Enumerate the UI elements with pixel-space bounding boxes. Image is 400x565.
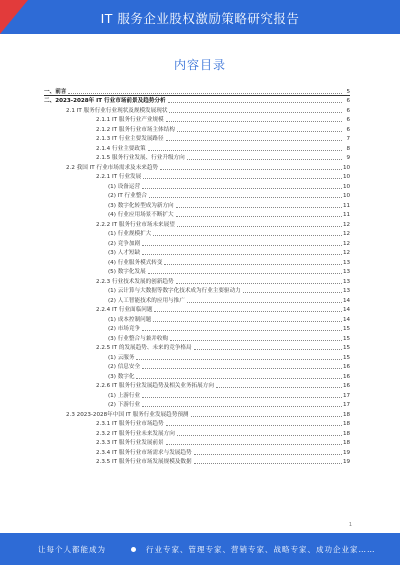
toc-entry-label: (2) 市场竞争 <box>108 326 141 332</box>
toc-entry-label: (5) 数字化发展 <box>108 269 146 275</box>
toc-leader-dots <box>142 406 342 407</box>
toc-entry-label: (2) IT 行业整合 <box>108 193 147 199</box>
toc-entry[interactable] <box>44 237 350 247</box>
toc-entry-page: 13 <box>343 259 350 266</box>
toc-entry-page: 15 <box>343 326 350 332</box>
toc-entry-label: 二、2023-2028年 IT 行业市场前景及趋势分析 <box>44 98 166 104</box>
toc-entry-page: 6 <box>346 117 350 123</box>
toc-entry-label: 2.3.3 IT 服务行业发展前景 <box>96 440 164 446</box>
toc-entry-label: (3) 数字化转型成为新方向 <box>108 202 174 209</box>
toc-entry-page: 12 <box>343 250 350 256</box>
toc-entry-page: 10 <box>343 174 350 180</box>
toc-leader-dots <box>243 292 342 293</box>
toc-entry[interactable] <box>44 114 350 124</box>
toc-leader-dots <box>142 254 342 255</box>
toc-entry[interactable] <box>44 161 350 171</box>
toc-entry-page: 14 <box>343 307 350 313</box>
toc-entry-page: 10 <box>343 164 350 171</box>
toc-entry-page: 13 <box>343 269 350 275</box>
toc-leader-dots <box>177 131 342 132</box>
toc-entry[interactable] <box>44 304 350 314</box>
toc-entry-label: (3) 数字化 <box>108 373 135 380</box>
toc-leader-dots <box>142 245 342 246</box>
toc-entry[interactable] <box>44 332 350 342</box>
toc-leader-dots <box>176 207 342 208</box>
toc-leader-dots <box>154 311 342 312</box>
toc-leader-dots <box>194 454 342 455</box>
footer-slogan-right: 行业专家、管理专家、营销专家、战略专家、成功企业家…… <box>146 545 376 554</box>
toc-entry-page: 13 <box>343 288 350 294</box>
toc-leader-dots <box>143 178 342 179</box>
toc-leader-dots <box>170 340 342 341</box>
toc-entry[interactable] <box>44 427 350 437</box>
toc-entry[interactable] <box>44 380 350 390</box>
toc-leader-dots <box>191 416 342 417</box>
toc-entry[interactable] <box>44 256 350 266</box>
footer-slogan-left: 让每个人都能成为 <box>38 545 106 554</box>
toc-entry-label: (4) 行业应用场景不断扩大 <box>108 212 174 218</box>
toc-leader-dots <box>153 235 342 236</box>
toc-leader-dots <box>148 273 342 274</box>
toc-entry[interactable] <box>44 361 350 371</box>
toc-entry[interactable] <box>44 171 350 181</box>
toc-leader-dots <box>169 112 342 113</box>
toc-entry-label: 2.3.4 IT 服务行业市场需求与发展趋势 <box>96 449 192 456</box>
toc-leader-dots <box>176 283 342 284</box>
toc-leader-dots <box>142 397 342 398</box>
toc-entry[interactable] <box>44 218 350 228</box>
toc-entry[interactable] <box>44 342 350 352</box>
toc-leader-dots <box>68 93 342 94</box>
toc-entry-page: 19 <box>343 459 350 465</box>
toc-entry[interactable] <box>44 142 350 152</box>
toc-entry-page: 17 <box>343 402 350 408</box>
toc-entry-label: 2.1.5 服务行业发展、行业升级方向 <box>96 155 185 161</box>
toc-leader-dots <box>194 349 342 350</box>
toc-entry[interactable] <box>44 313 350 323</box>
toc-entry-label: 一、前言 <box>44 88 67 95</box>
toc-entry-page: 12 <box>343 240 350 247</box>
toc-entry-label: 2.1.1 IT 服务行业产业规模 <box>96 117 164 123</box>
toc-entry-page: 6 <box>346 98 350 104</box>
toc-entry[interactable] <box>44 399 350 409</box>
toc-entry[interactable] <box>44 133 350 143</box>
toc-leader-dots <box>142 368 342 369</box>
toc-entry-page: 15 <box>343 335 350 342</box>
toc-entry-page: 6 <box>346 126 350 133</box>
toc-leader-dots <box>153 321 342 322</box>
toc-entry-label: (4) 行业服务模式转变 <box>108 259 163 266</box>
toc-entry-label: 2.3.1 IT 服务行业市场趋势 <box>96 421 164 427</box>
toc-entry[interactable] <box>44 446 350 456</box>
toc-leader-dots <box>168 102 342 103</box>
toc-leader-dots <box>148 150 342 151</box>
toc-entry[interactable] <box>44 370 350 380</box>
toc-entry-label: (1) 云服务 <box>108 354 135 361</box>
toc-entry-page: 10 <box>343 183 350 190</box>
toc-entry[interactable] <box>44 437 350 447</box>
toc-entry-page: 18 <box>343 440 350 446</box>
toc-entry-page: 13 <box>343 278 350 285</box>
toc-entry-page: 15 <box>343 345 350 351</box>
toc-entry-label: 2.2.4 IT 行业面临问题 <box>96 307 153 313</box>
toc-entry-label: (2) 下游行业 <box>108 402 141 408</box>
toc-entry-label: (3) 行业整合与兼并收购 <box>108 335 169 342</box>
toc-entry-label: 2.2.5 IT 的发展趋势、未来的竞争格局 <box>96 345 192 351</box>
toc-leader-dots <box>166 425 342 426</box>
toc-entry-label: (1) 上游行业 <box>108 392 141 399</box>
toc-entry[interactable] <box>44 209 350 219</box>
toc-leader-dots <box>166 121 342 122</box>
toc-entry[interactable] <box>44 266 350 276</box>
toc-entry-label: (2) 竞争加剧 <box>108 240 141 247</box>
toc-leader-dots <box>194 463 342 464</box>
toc-entry[interactable] <box>44 389 350 399</box>
toc-entry-label: 2.2.1 IT 行业发展 <box>96 174 142 180</box>
toc-entry-page: 12 <box>343 221 350 228</box>
toc-leader-dots <box>142 330 342 331</box>
toc-entry[interactable] <box>44 294 350 304</box>
page-number: 1 <box>348 522 352 528</box>
toc-entry[interactable] <box>44 180 350 190</box>
report-footer <box>0 533 400 565</box>
toc-entry-page: 8 <box>346 145 350 152</box>
toc-entry[interactable] <box>44 199 350 209</box>
toc-entry-label: (2) 信息安全 <box>108 364 141 370</box>
toc-entry-label: 2.2.6 IT 服务行业发展趋势及相关业务拓展方向 <box>96 383 214 389</box>
toc-entry-label: 2.2 我国 IT 行业市场需求及未来趋势 <box>66 164 159 171</box>
report-header <box>0 0 400 34</box>
toc-entry-label: (1) 设备运营 <box>108 183 141 190</box>
toc-entry-page: 19 <box>343 449 350 456</box>
toc-entry[interactable] <box>44 85 350 95</box>
table-of-contents <box>44 85 350 465</box>
toc-entry[interactable] <box>44 152 350 162</box>
toc-entry-label: (2) 人工智能技术的应用与推广 <box>108 297 185 304</box>
toc-leader-dots <box>160 169 342 170</box>
toc-entry[interactable] <box>44 408 350 418</box>
toc-entry-label: 2.1.3 IT 行业主要发展路径 <box>96 136 164 142</box>
toc-leader-dots <box>142 188 342 189</box>
toc-entry[interactable] <box>44 351 350 361</box>
toc-leader-dots <box>164 264 342 265</box>
toc-entry-page: 12 <box>343 231 350 237</box>
toc-entry-page: 15 <box>343 354 350 361</box>
toc-entry-label: 2.2.2 IT 服务行业市场未来展望 <box>96 221 175 228</box>
toc-entry-page: 11 <box>343 212 350 218</box>
toc-entry-page: 18 <box>343 411 350 418</box>
report-title: IT 服务企业股权激励策略研究报告 <box>100 11 300 26</box>
toc-entry-page: 17 <box>343 392 350 399</box>
toc-entry[interactable] <box>44 104 350 114</box>
toc-entry[interactable] <box>44 190 350 200</box>
toc-entry[interactable] <box>44 275 350 285</box>
toc-entry[interactable] <box>44 285 350 295</box>
toc-entry-page: 6 <box>346 107 350 114</box>
toc-leader-dots <box>177 435 342 436</box>
toc-entry[interactable] <box>44 418 350 428</box>
toc-entry-label: (1) 行业规模扩大 <box>108 231 152 237</box>
toc-entry[interactable] <box>44 247 350 257</box>
toc-entry[interactable] <box>44 95 350 105</box>
toc-entry-label: 2.1.2 IT 服务行业市场主体结构 <box>96 126 175 133</box>
toc-entry-page: 7 <box>346 136 350 142</box>
toc-leader-dots <box>177 226 342 227</box>
toc-entry-page: 16 <box>343 383 350 389</box>
toc-leader-dots <box>187 159 342 160</box>
toc-leader-dots <box>166 444 342 445</box>
toc-leader-dots <box>187 302 342 303</box>
toc-entry-label: (1) 成本控制问题 <box>108 316 152 323</box>
toc-entry-label: (3) 人才短缺 <box>108 250 141 256</box>
toc-entry-label: 2.1 IT 服务行业行业现状及规模发展现状 <box>66 107 168 114</box>
toc-leader-dots <box>149 197 342 198</box>
toc-entry[interactable] <box>44 323 350 333</box>
toc-leader-dots <box>136 378 342 379</box>
toc-entry-page: 14 <box>343 297 350 304</box>
toc-heading: 内容目录 <box>173 58 226 72</box>
toc-leader-dots <box>166 140 342 141</box>
toc-entry-label: 2.3.5 IT 服务行业市场发展规模及数据 <box>96 459 192 465</box>
toc-entry-page: 14 <box>343 316 350 323</box>
toc-entry-page: 18 <box>343 430 350 437</box>
toc-entry-page: 9 <box>346 155 350 161</box>
toc-entry-page: 18 <box>343 421 350 427</box>
toc-entry[interactable] <box>44 228 350 238</box>
toc-entry-label: 2.2.3 行业技术发展的创新趋势 <box>96 278 174 285</box>
toc-leader-dots <box>216 387 342 388</box>
toc-entry-label: (1) 云计算与大数据等数字化技术成为行业主要驱动力 <box>108 288 241 294</box>
toc-entry-label: 2.3 2023-2028年中国 IT 服务行业发展趋势预测 <box>66 411 189 418</box>
toc-leader-dots <box>176 216 342 217</box>
footer-dot-icon <box>131 547 136 552</box>
toc-leader-dots <box>136 359 342 360</box>
toc-entry-page: 11 <box>343 202 350 209</box>
toc-entry-label: 2.3.2 IT 服务行业未来发展方向 <box>96 430 175 437</box>
toc-entry-page: 16 <box>343 364 350 370</box>
toc-entry[interactable] <box>44 123 350 133</box>
toc-entry[interactable] <box>44 456 350 466</box>
toc-entry-label: 2.1.4 行业主要政策 <box>96 145 146 152</box>
toc-entry-page: 5 <box>346 88 350 95</box>
toc-entry-page: 16 <box>343 373 350 380</box>
toc-entry-page: 10 <box>343 193 350 199</box>
